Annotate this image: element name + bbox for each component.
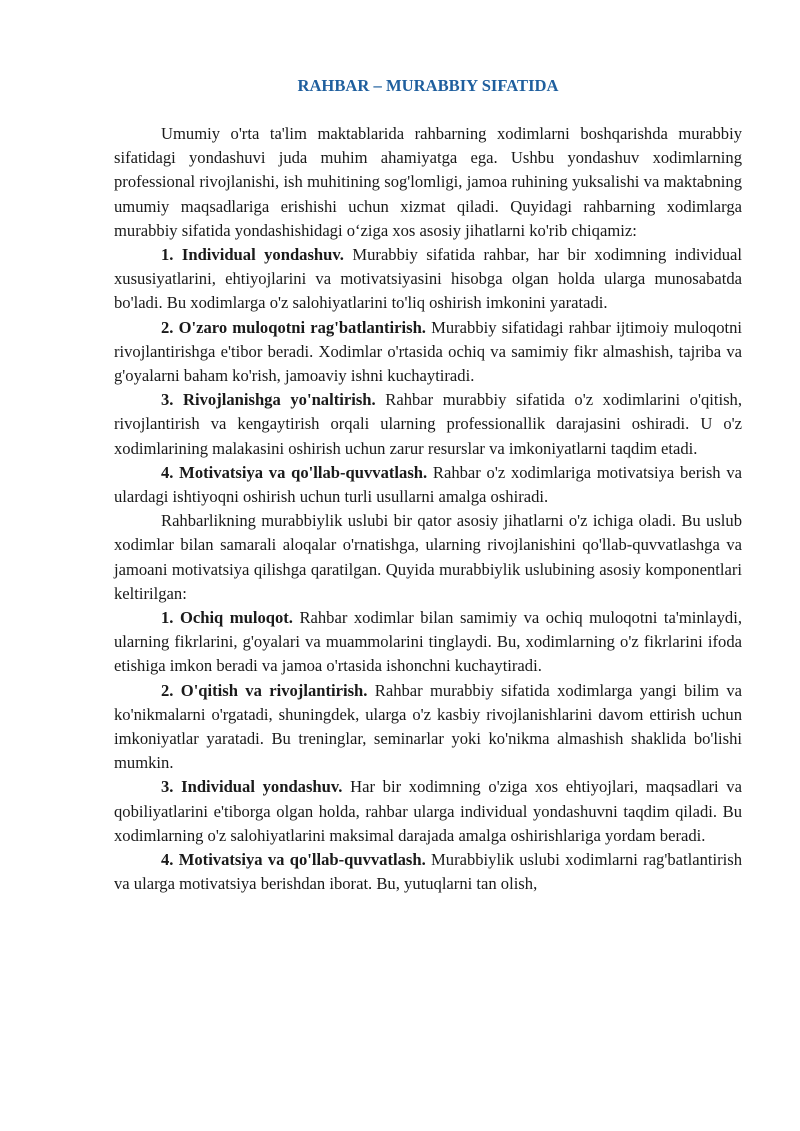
paragraph-lead: 2. O'zaro muloqotni rag'batlantirish. <box>161 317 426 337</box>
paragraph-text: Rahbarlikning murabbiylik uslubi bir qator asosiy jihatlarni o'z ichiga oladi. Bu uslub xodimlar bilan samarali aloqalar o'rnatishga, ularning rivojlanishini qo'llab-quvvatlashga va jamoani motivatsiya qilishga qaratilgan. Quyida murabbiylik uslubining asosiy komponentlari keltirilgan: <box>114 511 742 603</box>
paragraph-item <box>114 461 742 509</box>
paragraph-text: Rahbar murabbiy sifatida o'z xodimlarini o'qitish, rivojlantirish va kengaytirish orqali ularning professionallik darajasini oshiradi. U o'z xodimlarining malakasini oshirish uchun zarur resurslar va imkoniyatlarni taqdim etadi. <box>114 390 742 458</box>
paragraph-lead: 3. Individual yondashuv. <box>161 777 343 797</box>
paragraph-text: Rahbar xodimlar bilan samimiy va ochiq muloqotni ta'minlaydi, ularning fikrlarini, g'oyalari va muammolarini tinglaydi. Bu, xodimlarning o'z fikrlarini ifoda etishiga imkon beradi va jamoa o'rtasida ishonchni kuchaytiradi. <box>114 608 742 676</box>
paragraph-text: Murabbiy sifatidagi rahbar ijtimoiy muloqotni rivojlantirishga e'tibor beradi. Xodimlar o'rtasida ochiq va samimiy fikr almashish, tajriba va g'oyalarni baham ko'rish, jamoaviy ishni kuchaytiradi. <box>114 317 743 386</box>
document-body <box>114 74 742 897</box>
paragraph-text: Rahbar o'z xodimlariga motivatsiya berish va ulardagi ishtiyoqni oshirish uchun turli usullarni amalga oshiradi. <box>114 462 742 507</box>
paragraph-item <box>114 848 742 896</box>
paragraph-text: Har bir xodimning o'ziga xos ehtiyojlari, maqsadlari va qobiliyatlarini e'tiborga olgan holda, rahbar ularga individual yondashuvni taqdim qiladi. Bu xodimlarning o'z salohiyatlarini maksimal darajada amalga oshirishlariga yordam beradi. <box>114 777 742 845</box>
paragraph-item <box>114 388 742 461</box>
paragraph-lead: 3. Rivojlanishga yo'naltirish. <box>161 390 376 410</box>
paragraph-item <box>114 316 742 389</box>
paragraph-item <box>114 606 742 679</box>
paragraph-item <box>114 775 742 848</box>
paragraph-text: Murabbiylik uslubi xodimlarni rag'batlantirish va ularga motivatsiya berishdan iborat. Bu, yutuqlarni tan olish, <box>114 850 742 894</box>
paragraph-text: Umumiy o'rta ta'lim maktablarida rahbarning xodimlarni boshqarishda murabbiy sifatidagi yondashuvi juda muhim ahamiyatga ega. Ushbu yondashuv xodimlarning professional rivojlanishi, ish muhitining sog'lomligi, jamoa ruhining yuksalishi va maktabning umumiy maqsadlariga erishishi uchun xizmat qiladi. Quyidagi rahbarning xodimlarga murabbiy sifatida yondashishidagi o‘ziga xos asosiy jihatlarni ko'rib chiqamiz: <box>114 124 742 240</box>
paragraph-text: Murabbiy sifatida rahbar, har bir xodimning individual xususiyatlarini, ehtiyojlarini va motivatsiyasini hisobga olgan holda ularga munosabatda bo'ladi. Bu xodimlarga o'z salohiyatlarini to'liq oshirish imkonini yaratadi. <box>114 245 742 313</box>
paragraph-text: Rahbar murabbiy sifatida xodimlarga yangi bilim va ko'nikmalarni o'rgatadi, shuningdek, ularga o'z kasbiy rivojlanishlarini davom ettirish uchun imkoniyatlar yaratadi. Bu treninglar, seminarlar yoki ko'nikma almashish shaklida bo'lishi mumkin. <box>114 680 742 773</box>
paragraph-section-intro <box>114 509 742 606</box>
paragraph-item <box>114 243 742 316</box>
paragraph-intro <box>114 122 742 243</box>
paragraph-lead: 1. Ochiq muloqot. <box>161 608 293 628</box>
paragraph-lead: 4. Motivatsiya va qo'llab-quvvatlash. <box>161 850 426 870</box>
paragraph-lead: 1. Individual yondashuv. <box>161 245 344 265</box>
paragraph-lead: 2. O'qitish va rivojlantirish. <box>161 680 368 700</box>
paragraph-item <box>114 679 742 776</box>
document-title: RAHBAR – MURABBIY SIFATIDA <box>297 76 559 95</box>
paragraph-lead: 4. Motivatsiya va qo'llab-quvvatlash. <box>161 462 428 482</box>
